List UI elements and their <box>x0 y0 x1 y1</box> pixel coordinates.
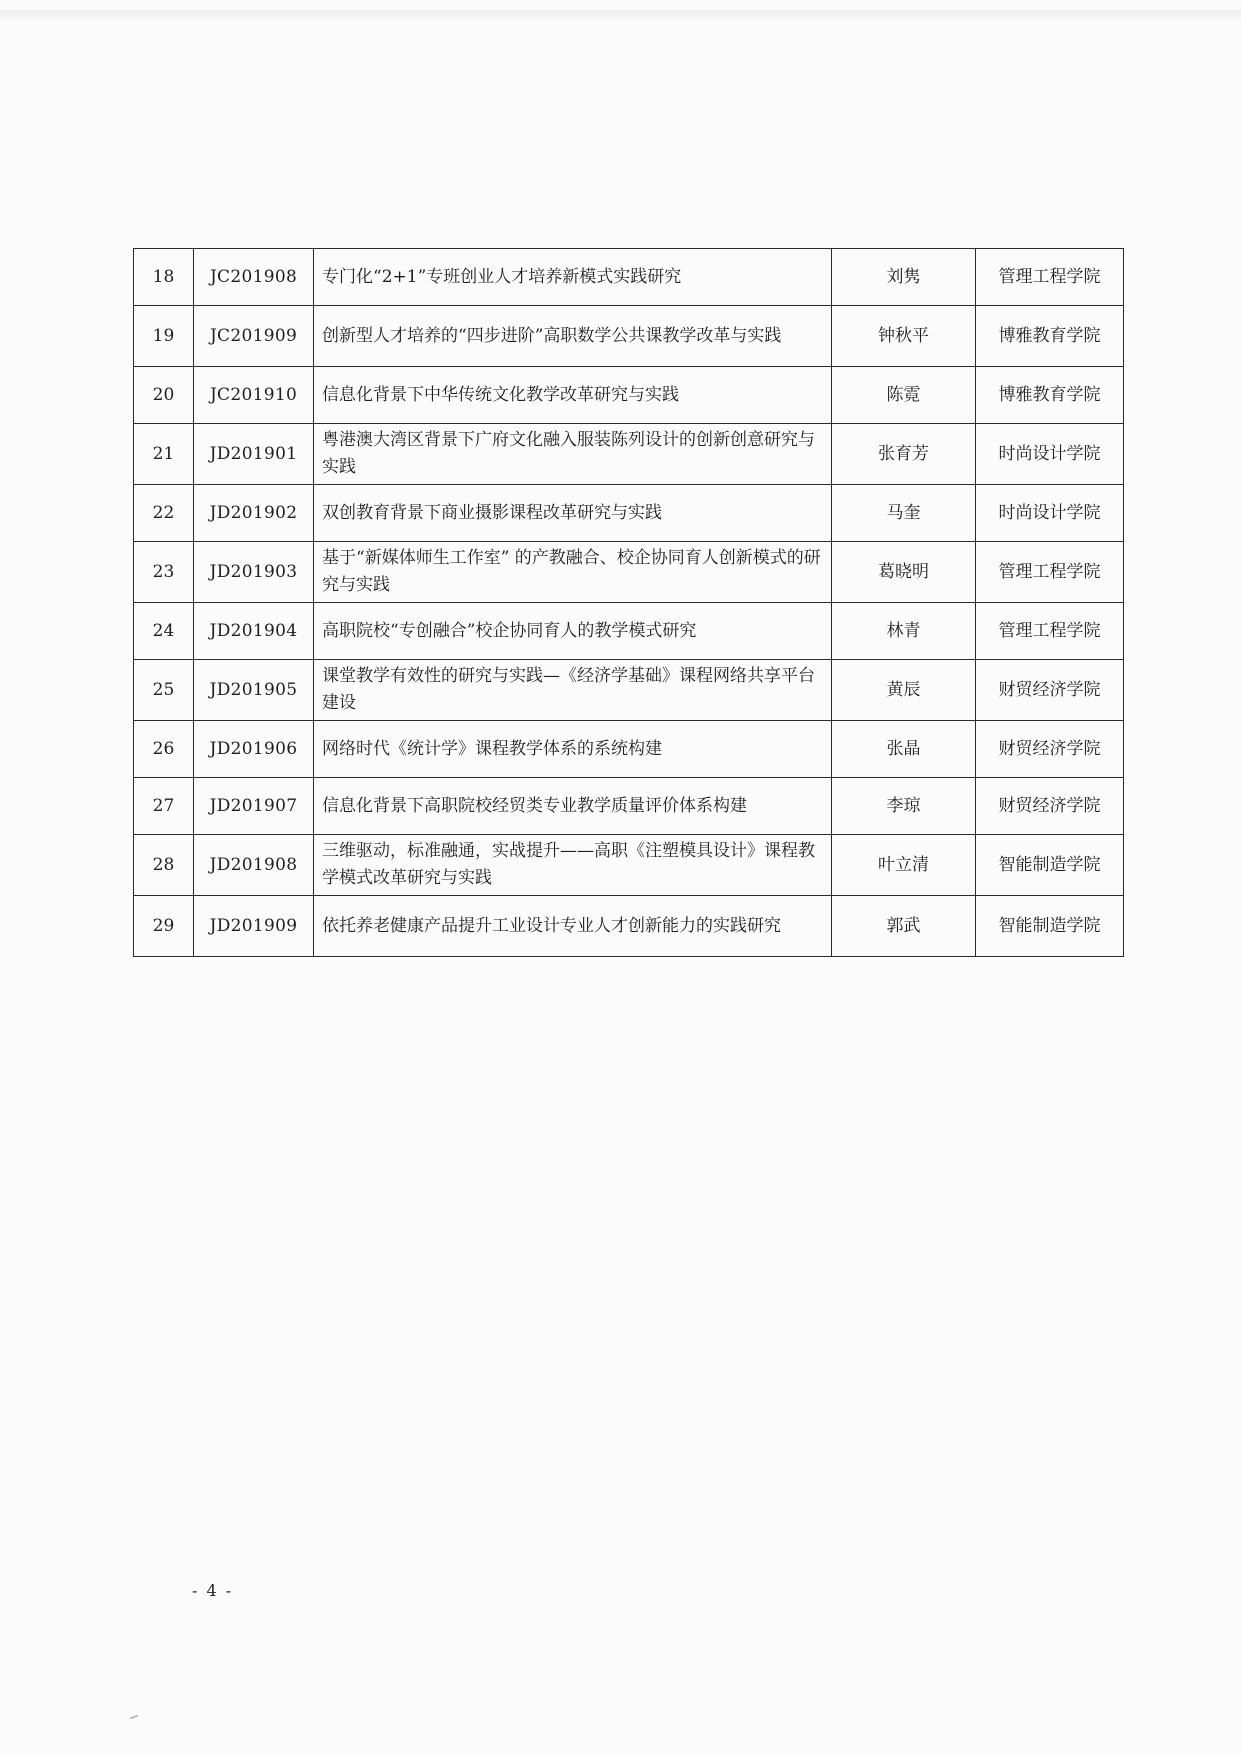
table-row <box>134 485 1124 542</box>
row-number: 18 <box>134 249 194 306</box>
project-leader: 李琼 <box>832 778 976 835</box>
department: 财贸经济学院 <box>976 660 1124 721</box>
project-code: JC201908 <box>194 249 314 306</box>
project-title: 依托养老健康产品提升工业设计专业人才创新能力的实践研究 <box>314 896 832 957</box>
project-code: JD201903 <box>194 542 314 603</box>
table-row <box>134 721 1124 778</box>
project-leader: 郭武 <box>832 896 976 957</box>
project-leader: 葛晓明 <box>832 542 976 603</box>
row-number: 27 <box>134 778 194 835</box>
row-number: 24 <box>134 603 194 660</box>
department: 博雅教育学院 <box>976 306 1124 367</box>
project-leader: 马奎 <box>832 485 976 542</box>
project-leader: 叶立清 <box>832 835 976 896</box>
project-leader: 林青 <box>832 603 976 660</box>
project-leader: 钟秋平 <box>832 306 976 367</box>
project-code: JD201908 <box>194 835 314 896</box>
department: 智能制造学院 <box>976 835 1124 896</box>
project-title: 基于“新媒体师生工作室” 的产教融合、校企协同育人创新模式的研究与实践 <box>314 542 832 603</box>
department: 管理工程学院 <box>976 542 1124 603</box>
project-leader: 陈霓 <box>832 367 976 424</box>
project-title: 信息化背景下高职院校经贸类专业教学质量评价体系构建 <box>314 778 832 835</box>
project-code: JD201909 <box>194 896 314 957</box>
department: 智能制造学院 <box>976 896 1124 957</box>
project-title: 课堂教学有效性的研究与实践—《经济学基础》课程网络共享平台建设 <box>314 660 832 721</box>
project-code: JD201902 <box>194 485 314 542</box>
scan-edge-shadow <box>0 10 1241 22</box>
project-title: 双创教育背景下商业摄影课程改革研究与实践 <box>314 485 832 542</box>
row-number: 20 <box>134 367 194 424</box>
row-number: 21 <box>134 424 194 485</box>
row-number: 19 <box>134 306 194 367</box>
project-code: JD201907 <box>194 778 314 835</box>
department: 管理工程学院 <box>976 603 1124 660</box>
project-table <box>133 248 1124 957</box>
project-code: JD201904 <box>194 603 314 660</box>
table-row <box>134 367 1124 424</box>
row-number: 22 <box>134 485 194 542</box>
row-number: 26 <box>134 721 194 778</box>
table-row <box>134 542 1124 603</box>
row-number: 28 <box>134 835 194 896</box>
table-row <box>134 778 1124 835</box>
project-title: 高职院校“专创融合”校企协同育人的教学模式研究 <box>314 603 832 660</box>
project-title: 三维驱动，标准融通，实战提升——高职《注塑模具设计》课程教学模式改革研究与实践 <box>314 835 832 896</box>
project-leader: 刘隽 <box>832 249 976 306</box>
project-leader: 张晶 <box>832 721 976 778</box>
project-title: 网络时代《统计学》课程教学体系的系统构建 <box>314 721 832 778</box>
department: 财贸经济学院 <box>976 778 1124 835</box>
project-title: 粤港澳大湾区背景下广府文化融入服装陈列设计的创新创意研究与实践 <box>314 424 832 485</box>
scan-mark <box>130 1715 138 1720</box>
table-row <box>134 424 1124 485</box>
project-leader: 张育芳 <box>832 424 976 485</box>
project-code: JD201906 <box>194 721 314 778</box>
department: 时尚设计学院 <box>976 424 1124 485</box>
department: 管理工程学院 <box>976 249 1124 306</box>
department: 博雅教育学院 <box>976 367 1124 424</box>
row-number: 25 <box>134 660 194 721</box>
table-row <box>134 603 1124 660</box>
department: 财贸经济学院 <box>976 721 1124 778</box>
table-row <box>134 306 1124 367</box>
project-code: JD201901 <box>194 424 314 485</box>
project-title: 信息化背景下中华传统文化教学改革研究与实践 <box>314 367 832 424</box>
project-title: 创新型人才培养的“四步进阶”高职数学公共课教学改革与实践 <box>314 306 832 367</box>
row-number: 29 <box>134 896 194 957</box>
table-row <box>134 835 1124 896</box>
project-title: 专门化“2+1”专班创业人才培养新模式实践研究 <box>314 249 832 306</box>
table-row <box>134 660 1124 721</box>
row-number: 23 <box>134 542 194 603</box>
table-row <box>134 249 1124 306</box>
table-row <box>134 896 1124 957</box>
page-number: - 4 - <box>192 1581 234 1600</box>
project-leader: 黄辰 <box>832 660 976 721</box>
project-code: JC201910 <box>194 367 314 424</box>
project-code: JD201905 <box>194 660 314 721</box>
project-code: JC201909 <box>194 306 314 367</box>
department: 时尚设计学院 <box>976 485 1124 542</box>
